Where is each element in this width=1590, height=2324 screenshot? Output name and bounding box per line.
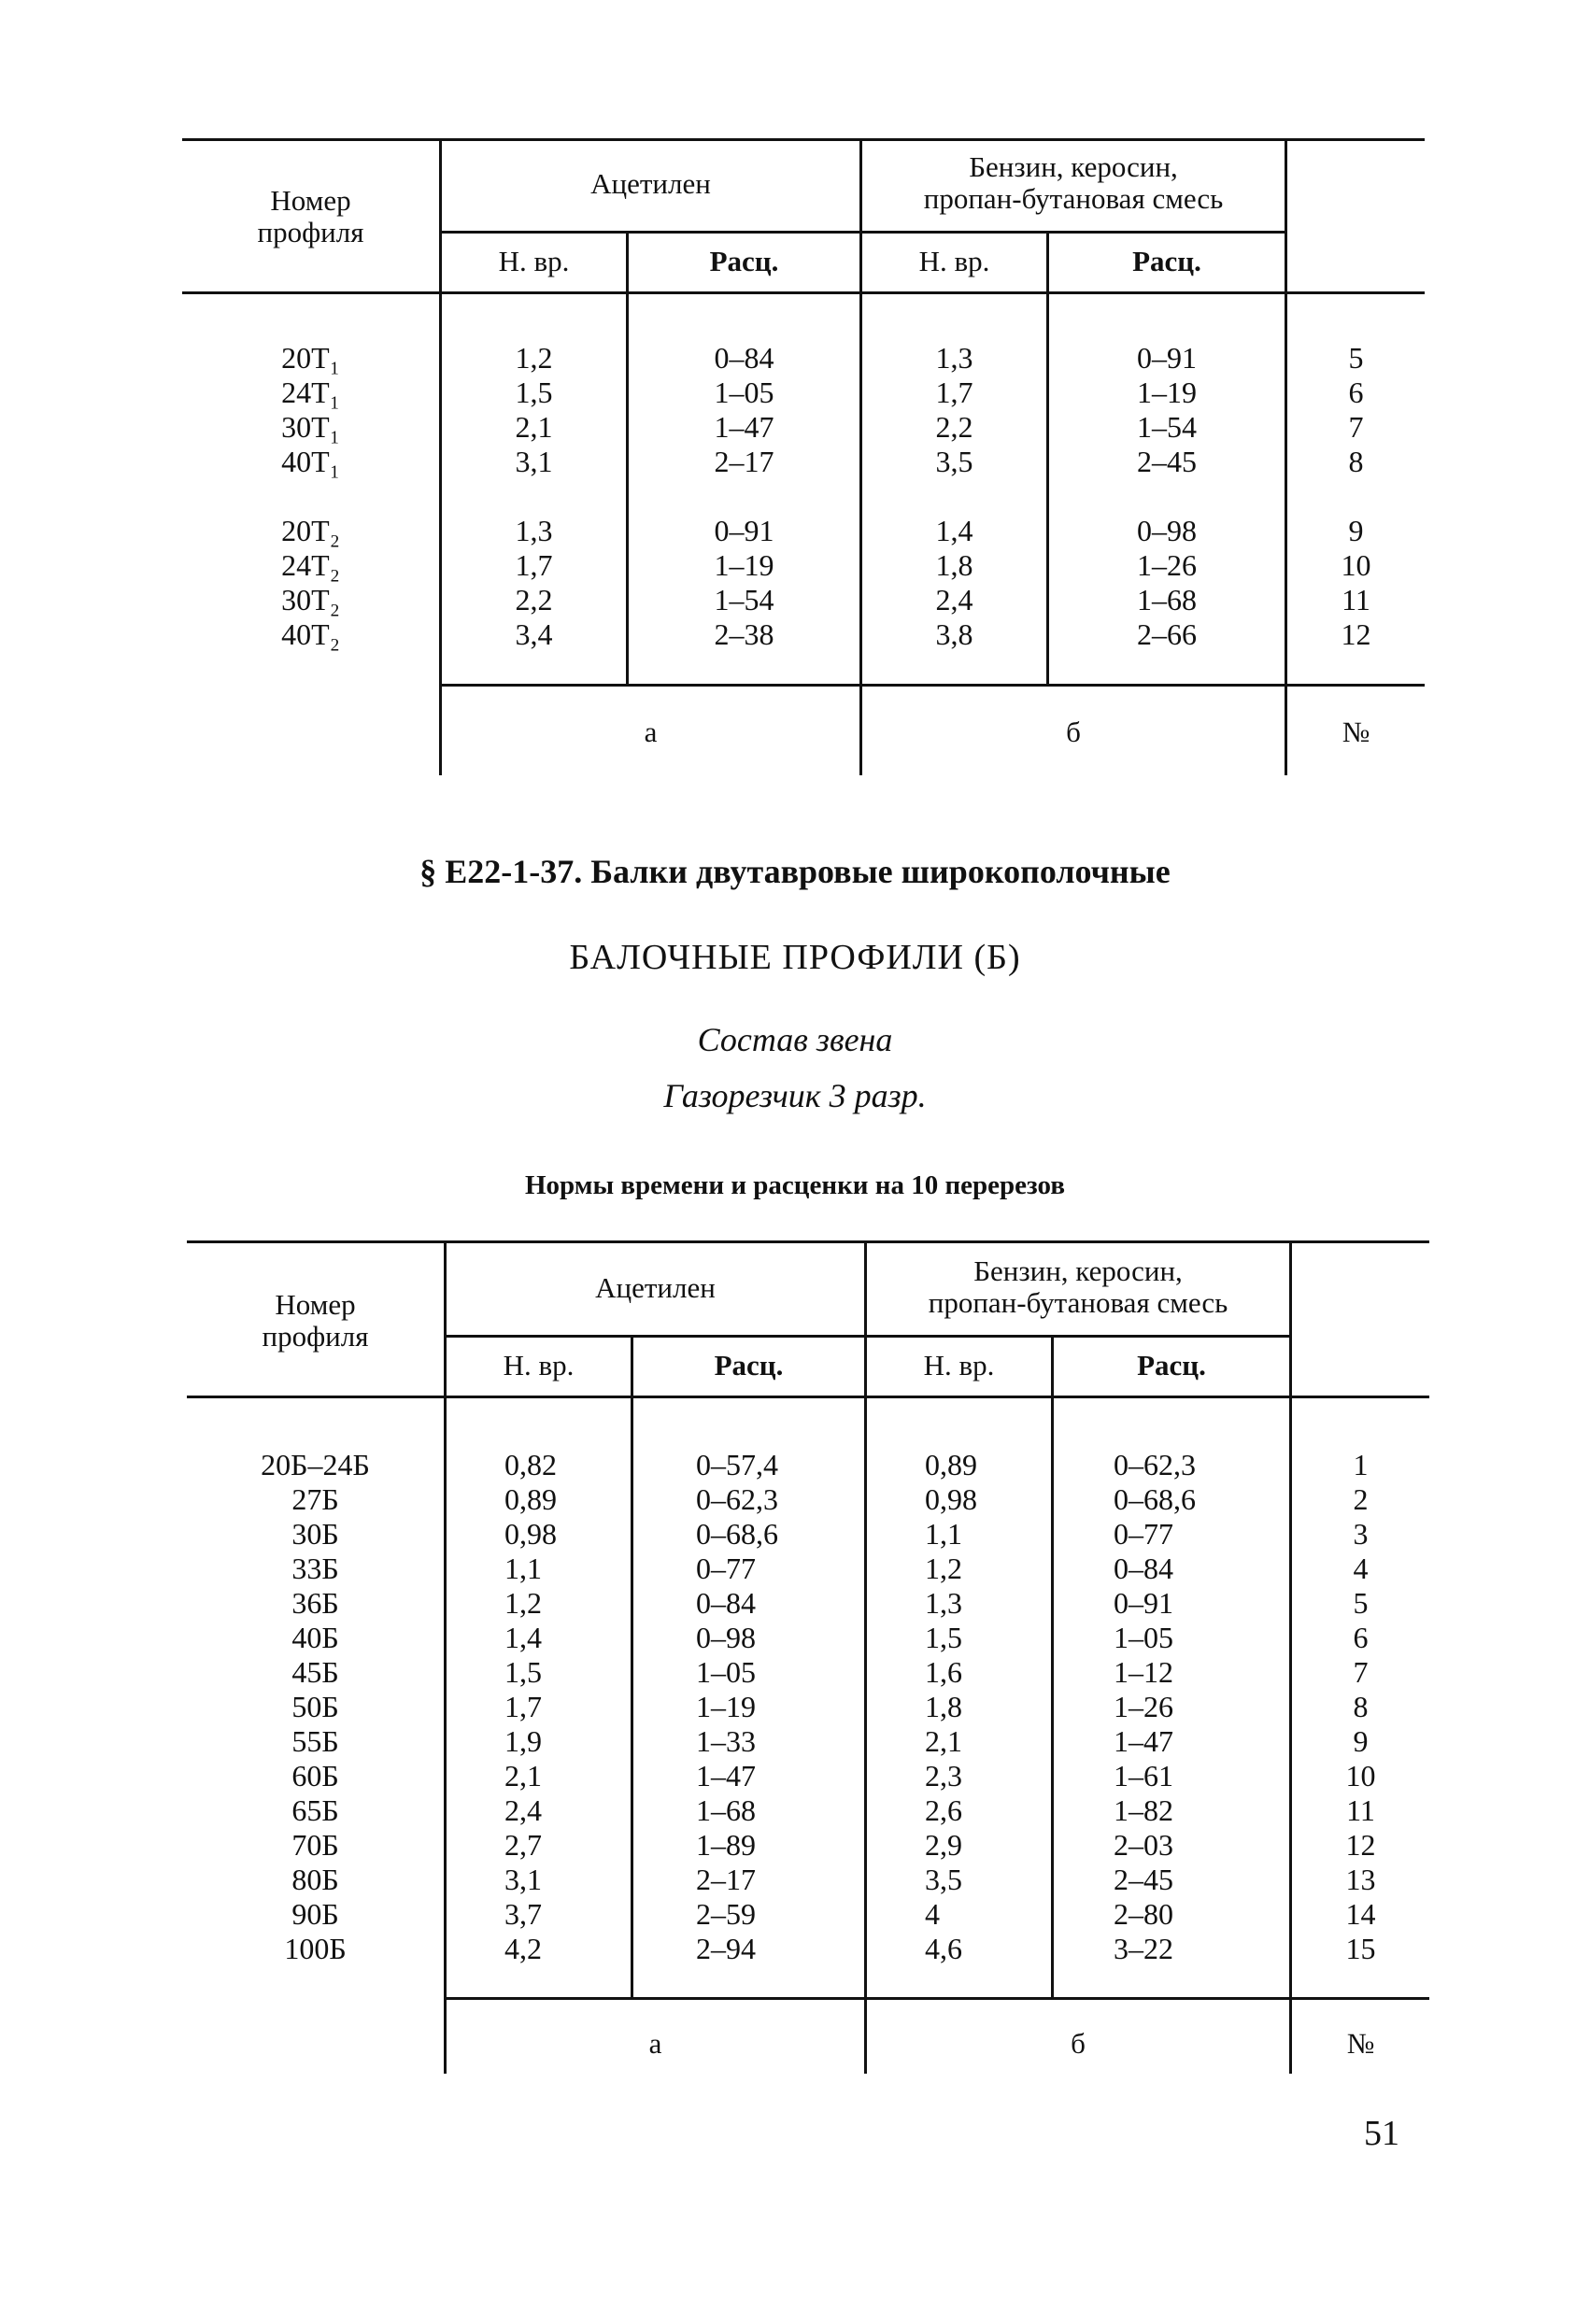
table2-b-rasc-column [1114, 1448, 1289, 1966]
table-cell: 1–68 [696, 1793, 756, 1827]
table-cell: 4,6 [925, 1932, 962, 1965]
table-cell: 1,8 [925, 1690, 962, 1723]
column-a-label: а [648, 2027, 662, 2060]
table-cell: 0–98 [1137, 514, 1197, 547]
table1-group1-b-rasc [1049, 341, 1285, 479]
table-cell: 1,3 [925, 1586, 962, 1620]
table-cell: 7 [1353, 1655, 1369, 1689]
a-rasc-header: Расц. [709, 245, 779, 277]
table-cell: 2,1 [515, 410, 553, 444]
table-cell: 2–94 [696, 1932, 756, 1965]
table-cell: 1–12 [1114, 1655, 1173, 1689]
table-cell: 0–84 [714, 341, 774, 375]
table2-profiles-column [187, 1448, 444, 1966]
table-cell: 65Б [291, 1793, 339, 1827]
table-cell: 2,2 [515, 583, 553, 616]
table-cell: 30Т₂ [281, 583, 340, 616]
table1-group2-b-rasc [1049, 514, 1285, 652]
table-cell: 20Б–24Б [261, 1448, 370, 1481]
table-cell: 24Т₂ [281, 548, 340, 582]
acetylene-header: Ацетилен [590, 167, 711, 200]
table-cell: 2–66 [1137, 617, 1197, 651]
table-cell: 45Б [291, 1655, 339, 1689]
table-cell: 1,3 [515, 514, 553, 547]
benzine-header: Бензин, керосин, пропан-бутановая смесь [928, 1254, 1228, 1319]
table-cell: 2,4 [935, 583, 973, 616]
column-b-label: б [1071, 2027, 1086, 2060]
table-cell: 80Б [291, 1863, 339, 1896]
table-cell: 14 [1345, 1897, 1376, 1931]
table-cell: 2,6 [925, 1793, 962, 1827]
table-cell: 1,7 [504, 1690, 542, 1723]
table-cell: 36Б [291, 1586, 339, 1620]
table-cell: 40Т₂ [281, 617, 340, 651]
table-cell: 50Б [291, 1690, 339, 1723]
table-cell: 1,5 [925, 1621, 962, 1654]
table-cell: 0,89 [504, 1482, 557, 1516]
number-column-label: № [1342, 716, 1370, 748]
table-cell: 0–68,6 [696, 1517, 778, 1551]
table1-group2-profiles [182, 514, 439, 652]
table-cell: 1,5 [504, 1655, 542, 1689]
table-cell: 4,2 [504, 1932, 542, 1965]
number-column-label: № [1346, 2027, 1375, 2060]
a-nvr-header: Н. вр. [498, 245, 570, 277]
table-cell: 3,4 [515, 617, 553, 651]
table-cell: 1–05 [696, 1655, 756, 1689]
table-cell: 1–47 [696, 1759, 756, 1793]
table-cell: 1–19 [1137, 376, 1197, 409]
table-cell: 1–54 [714, 583, 774, 616]
table-cell: 0–84 [696, 1586, 756, 1620]
table-cell: 3 [1353, 1517, 1369, 1551]
crew-label: Состав звена [697, 1021, 893, 1058]
column-b-label: б [1066, 716, 1081, 748]
profile-number-header: Номер профиля [262, 1288, 369, 1353]
table-cell: 1–33 [696, 1724, 756, 1758]
table-cell: 1–61 [1114, 1759, 1173, 1793]
table-cell: 24Т₁ [281, 376, 340, 409]
table-cell: 1,2 [925, 1552, 962, 1585]
table2-a-rasc-column [696, 1448, 864, 1966]
table-cell: 15 [1345, 1932, 1376, 1965]
table-cell: 0–98 [696, 1621, 756, 1654]
table-cell: 2,3 [925, 1759, 962, 1793]
table-cell: 13 [1345, 1863, 1376, 1896]
table-cell: 2–80 [1114, 1897, 1173, 1931]
table-cell: 0–62,3 [696, 1482, 778, 1516]
table-cell: 2–45 [1114, 1863, 1173, 1896]
table-cell: 1–19 [696, 1690, 756, 1723]
table-cell: 27Б [291, 1482, 339, 1516]
table-cell: 1–26 [1137, 548, 1197, 582]
table-cell: 1–19 [714, 548, 774, 582]
table-cell: 8 [1353, 1690, 1369, 1723]
table-cell: 0–77 [1114, 1517, 1173, 1551]
table-cell: 2–17 [714, 445, 774, 478]
table-cell: 1,8 [935, 548, 973, 582]
table-cell: 20Т₂ [281, 514, 340, 547]
table-cell: 0–77 [696, 1552, 756, 1585]
table-cell: 4 [925, 1897, 940, 1931]
table2-number-column [1292, 1448, 1429, 1966]
table-cell: 6 [1353, 1621, 1369, 1654]
table-cell: 1,5 [515, 376, 553, 409]
table-cell: 10 [1345, 1759, 1376, 1793]
table-cell: 1–68 [1137, 583, 1197, 616]
table-cell: 1 [1353, 1448, 1369, 1481]
table-cell: 1–54 [1137, 410, 1197, 444]
table-cell: 2,7 [504, 1828, 542, 1862]
b-rasc-header: Расц. [1137, 1349, 1206, 1382]
table-cell: 1–82 [1114, 1793, 1173, 1827]
table-cell: 0,82 [504, 1448, 557, 1481]
table-cell: 1,4 [935, 514, 973, 547]
table-cell: 2,9 [925, 1828, 962, 1862]
table1-group2-a-nvr [442, 514, 626, 652]
a-nvr-header: Н. вр. [503, 1349, 575, 1382]
table-cell: 2–38 [714, 617, 774, 651]
table-cell: 60Б [291, 1759, 339, 1793]
table-cell: 10 [1341, 548, 1371, 582]
table-cell: 3,1 [504, 1863, 542, 1896]
table-cell: 3,1 [515, 445, 553, 478]
table-cell: 11 [1346, 1793, 1375, 1827]
benzine-header: Бензин, керосин, пропан-бутановая смесь [923, 150, 1224, 215]
table2-b-nvr-column [925, 1448, 1051, 1966]
table-cell: 2,2 [935, 410, 973, 444]
table-cell: 3,5 [925, 1863, 962, 1896]
table-cell: 40Т₁ [281, 445, 340, 478]
table-cell: 2–45 [1137, 445, 1197, 478]
crew-composition: Газорезчик 3 разр. [663, 1077, 927, 1114]
table-cell: 1–89 [696, 1828, 756, 1862]
table-cell: 30Т₁ [281, 410, 340, 444]
table-cell: 0–84 [1114, 1552, 1173, 1585]
table-1 [182, 138, 1425, 773]
table-cell: 55Б [291, 1724, 339, 1758]
table-cell: 1,1 [925, 1517, 962, 1551]
b-nvr-header: Н. вр. [923, 1349, 995, 1382]
table1-group1-nums [1287, 341, 1425, 479]
page-number: 51 [1364, 2114, 1399, 2153]
table-cell: 100Б [284, 1932, 347, 1965]
table-cell: 1,1 [504, 1552, 542, 1585]
table-cell: 1,3 [935, 341, 973, 375]
table-cell: 1,7 [515, 548, 553, 582]
table-cell: 9 [1353, 1724, 1369, 1758]
b-nvr-header: Н. вр. [918, 245, 990, 277]
table-cell: 2–59 [696, 1897, 756, 1931]
table-cell: 0–57,4 [696, 1448, 778, 1481]
table-cell: 3–22 [1114, 1932, 1173, 1965]
table-cell: 2,1 [925, 1724, 962, 1758]
table-cell: 5 [1353, 1586, 1369, 1620]
table-cell: 1,9 [504, 1724, 542, 1758]
table-cell: 0–91 [1137, 341, 1197, 375]
table-cell: 90Б [291, 1897, 339, 1931]
table-cell: 0–68,6 [1114, 1482, 1196, 1516]
table1-group1-a-nvr [442, 341, 626, 479]
table-cell: 33Б [291, 1552, 339, 1585]
table-cell: 0,89 [925, 1448, 977, 1481]
table-cell: 0–91 [1114, 1586, 1173, 1620]
table-cell: 1–05 [714, 376, 774, 409]
table-cell: 20Т₁ [281, 341, 340, 375]
table1-group2-b-nvr [862, 514, 1046, 652]
table-cell: 1–47 [714, 410, 774, 444]
table1-group1-profiles [182, 341, 439, 479]
table-cell: 2,4 [504, 1793, 542, 1827]
table1-group1-b-nvr [862, 341, 1046, 479]
table-cell: 1–26 [1114, 1690, 1173, 1723]
norms-title: Нормы времени и расценки на 10 перерезов [525, 1170, 1065, 1200]
table-cell: 70Б [291, 1828, 339, 1862]
column-a-label: а [644, 716, 658, 748]
table-cell: 2–17 [696, 1863, 756, 1896]
section-subtitle: БАЛОЧНЫЕ ПРОФИЛИ (Б) [569, 938, 1021, 977]
table-cell: 2 [1353, 1482, 1369, 1516]
table-cell: 1,7 [935, 376, 973, 409]
table-cell: 5 [1348, 341, 1364, 375]
table-cell: 1,4 [504, 1621, 542, 1654]
table-cell: 40Б [291, 1621, 339, 1654]
table-cell: 7 [1348, 410, 1364, 444]
table-cell: 1,6 [925, 1655, 962, 1689]
table1-group2-a-rasc [629, 514, 859, 652]
table-cell: 1–05 [1114, 1621, 1173, 1654]
table-cell: 4 [1353, 1552, 1369, 1585]
table-cell: 8 [1348, 445, 1364, 478]
profile-number-header: Номер профиля [257, 184, 364, 248]
table-cell: 6 [1348, 376, 1364, 409]
table-cell: 12 [1345, 1828, 1376, 1862]
table-cell: 2,1 [504, 1759, 542, 1793]
acetylene-header: Ацетилен [595, 1271, 716, 1304]
table1-group1-a-rasc [629, 341, 859, 479]
table-cell: 9 [1348, 514, 1364, 547]
a-rasc-header: Расц. [714, 1349, 784, 1382]
table-cell: 0–62,3 [1114, 1448, 1196, 1481]
table-cell: 0–91 [714, 514, 774, 547]
table-cell: 3,8 [935, 617, 973, 651]
table-cell: 30Б [291, 1517, 339, 1551]
table-cell: 3,5 [935, 445, 973, 478]
table2-a-nvr-column [504, 1448, 631, 1966]
table-cell: 1,2 [504, 1586, 542, 1620]
b-rasc-header: Расц. [1132, 245, 1201, 277]
table-2 [187, 1240, 1429, 2072]
table-cell: 2–03 [1114, 1828, 1173, 1862]
table-cell: 0,98 [925, 1482, 977, 1516]
table-cell: 1,2 [515, 341, 553, 375]
table1-group2-nums [1287, 514, 1425, 652]
table-cell: 12 [1341, 617, 1371, 651]
table-cell: 11 [1342, 583, 1370, 616]
table-cell: 0,98 [504, 1517, 557, 1551]
table-cell: 1–47 [1114, 1724, 1173, 1758]
table-cell: 3,7 [504, 1897, 542, 1931]
section-title: § Е22-1-37. Балки двутавровые широкополочные [419, 853, 1171, 890]
